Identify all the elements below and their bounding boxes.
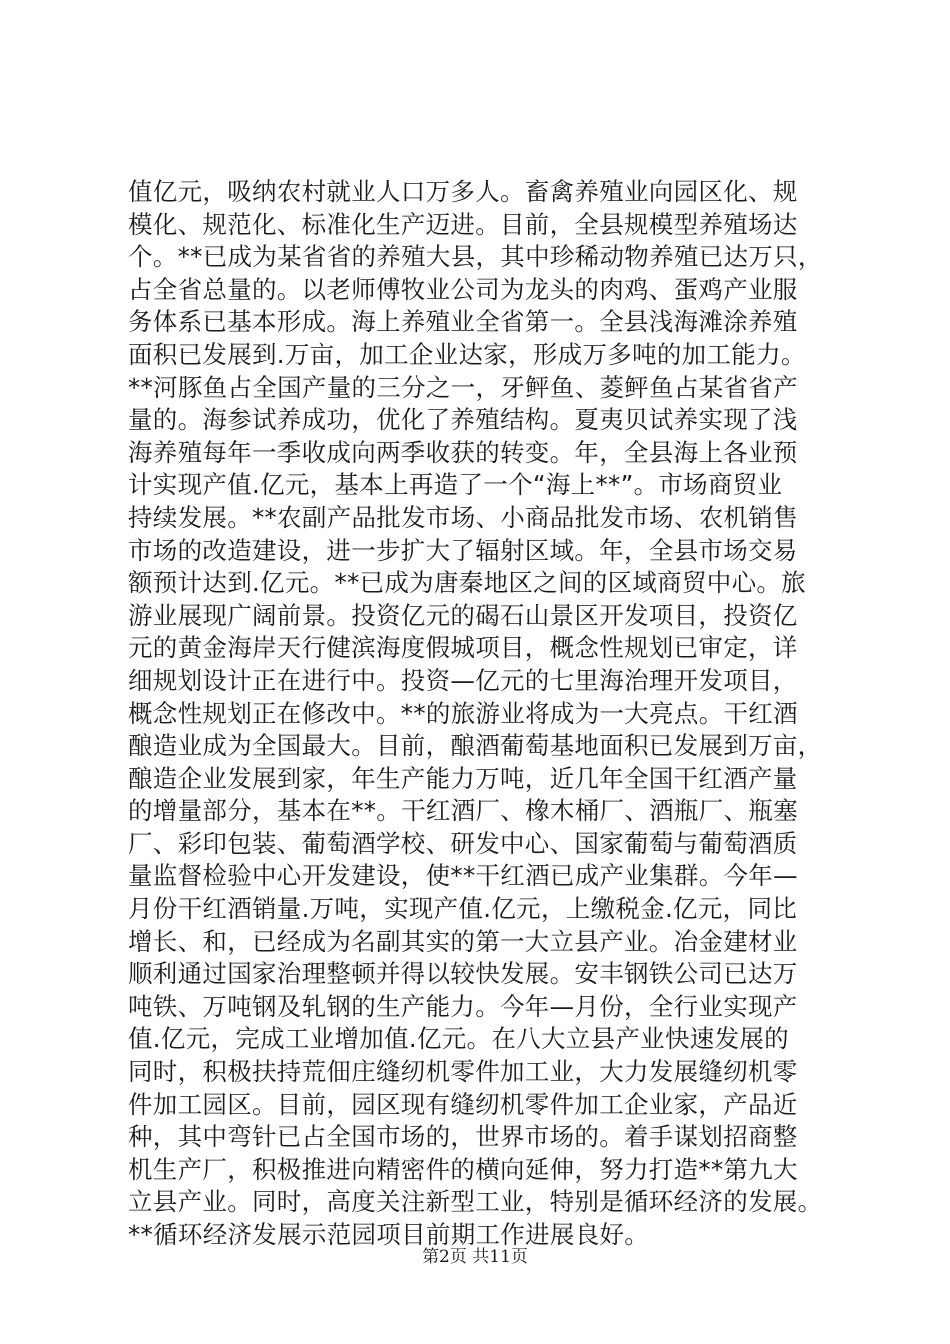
text-line: 额预计达到.亿元。**已成为唐秦地区之间的区域商贸中心。旅 — [128, 568, 806, 598]
text-line: 占全省总量的。以老师傅牧业公司为龙头的肉鸡、蛋鸡产业服 — [128, 274, 798, 304]
text-line: 模化、规范化、标准化生产迈进。目前，全县规模型养殖场达 — [128, 209, 798, 239]
text-line: 面积已发展到.万亩，加工企业达家，形成万多吨的加工能力。 — [128, 339, 806, 369]
text-line: 元的黄金海岸天行健滨海度假城项目，概念性规划已审定，详 — [128, 633, 798, 663]
text-line: 月份干红酒销量.万吨，实现产值.亿元，上缴税金.亿元，同比 — [128, 894, 798, 924]
text-line: 值亿元，吸纳农村就业人口万多人。畜禽养殖业向园区化、规 — [128, 177, 798, 206]
body-paragraph — [128, 176, 868, 1252]
text-line: 细规划设计正在进行中。投资—亿元的七里海治理开发项目， — [128, 665, 798, 695]
text-line: 酿造业成为全国最大。目前，酿酒葡萄基地面积已发展到万亩， — [128, 731, 823, 761]
text-line: 持续发展。**农副产品批发市场、小商品批发市场、农机销售 — [128, 502, 798, 532]
page-footer — [0, 1242, 950, 1267]
text-line: 计实现产值.亿元，基本上再造了一个“海上**”。市场商贸业 — [128, 470, 783, 500]
text-line: 量监督检验中心开发建设，使**干红酒已成产业集群。今年— — [128, 861, 798, 891]
text-line: 种，其中弯针已占全国市场的，世界市场的。着手谋划招商整 — [128, 1122, 798, 1152]
text-line: **河豚鱼占全国产量的三分之一，牙鲆鱼、菱鲆鱼占某省省产 — [128, 372, 798, 402]
text-line: 海养殖每年一季收成向两季收获的转变。年，全县海上各业预 — [128, 437, 798, 467]
text-line: 量的。海参试养成功，优化了养殖结构。夏夷贝试养实现了浅 — [128, 405, 798, 435]
text-line: **循环经济发展示范园项目前期工作进展良好。 — [128, 1220, 650, 1249]
text-line: 值.亿元，完成工业增加值.亿元。在八大立县产业快速发展的 — [128, 1024, 789, 1054]
text-line: 立县产业。同时，高度关注新型工业，特别是循环经济的发展。 — [128, 1187, 823, 1217]
text-line: 顺利通过国家治理整顿并得以较快发展。安丰钢铁公司已达万 — [128, 959, 798, 989]
text-line: 增长、和，已经成为名副其实的第一大立县产业。冶金建材业 — [128, 926, 798, 956]
text-line: 游业展现广阔前景。投资亿元的碣石山景区开发项目，投资亿 — [128, 600, 798, 630]
text-line: 市场的改造建设，进一步扩大了辐射区域。年，全县市场交易 — [128, 535, 798, 565]
text-line: 酿造企业发展到家，年生产能力万吨，近几年全国干红酒产量 — [128, 763, 798, 793]
text-line: 概念性规划正在修改中。**的旅游业将成为一大亮点。干红酒 — [128, 698, 798, 728]
text-line: 个。**已成为某省省的养殖大县，其中珍稀动物养殖已达万只， — [128, 242, 823, 272]
page-number-label: 第2页 共11页 — [422, 1247, 528, 1267]
text-line: 吨铁、万吨钢及轧钢的生产能力。今年—月份，全行业实现产 — [128, 991, 798, 1021]
text-line: 机生产厂，积极推进向精密件的横向延伸，努力打造**第九大 — [128, 1154, 798, 1184]
text-line: 的增量部分，基本在**。干红酒厂、橡木桶厂、酒瓶厂、瓶塞 — [128, 796, 798, 826]
text-line: 件加工园区。目前，园区现有缝纫机零件加工企业家，产品近 — [128, 1089, 798, 1119]
text-line: 同时，积极扶持荒佃庄缝纫机零件加工业，大力发展缝纫机零 — [128, 1057, 798, 1087]
text-line: 厂、彩印包装、葡萄酒学校、研发中心、国家葡萄与葡萄酒质 — [128, 828, 798, 858]
text-line: 务体系已基本形成。海上养殖业全省第一。全县浅海滩涂养殖 — [128, 307, 798, 337]
